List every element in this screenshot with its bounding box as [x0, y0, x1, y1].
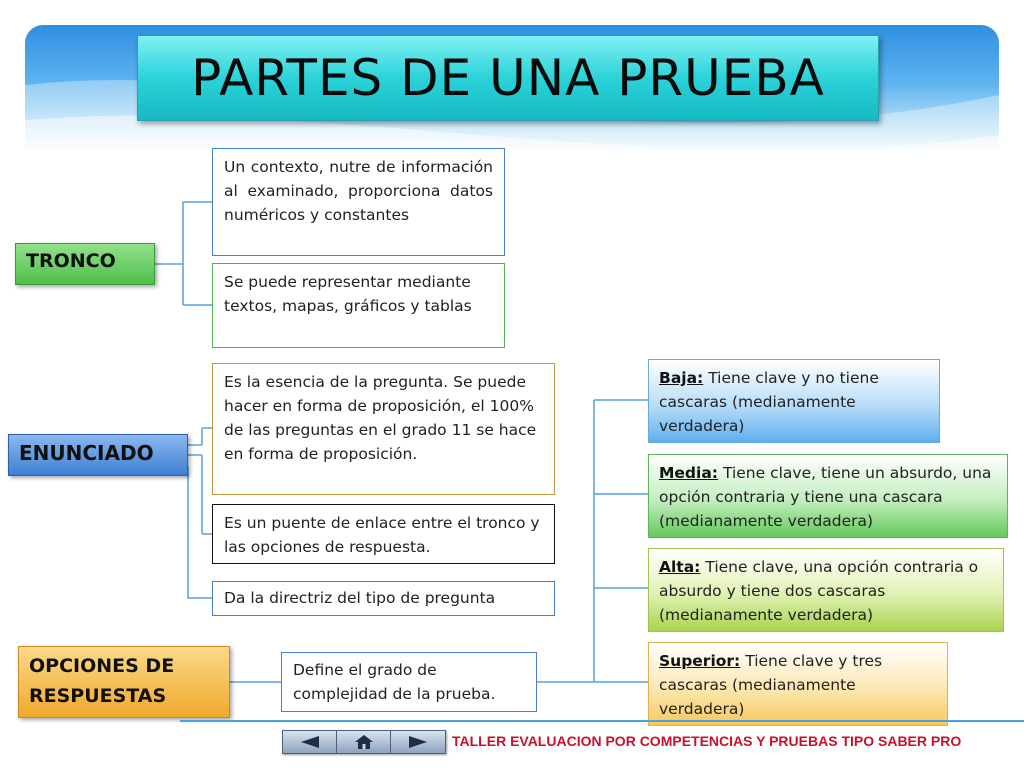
- opciones-label-line1: OPCIONES DE: [29, 655, 175, 677]
- enunciado-label: ENUNCIADO: [8, 434, 188, 476]
- enunciado-connector-1: [188, 428, 212, 445]
- level-media-text: Tiene clave, tiene un absurdo, una opción contraria y tiene una cascara (medianamente verdadera): [659, 464, 992, 530]
- level-alta-text: Tiene clave, una opción contraria o absurdo y tiene dos cascaras (medianamente verdadera): [659, 558, 979, 624]
- level-baja-text: Tiene clave y no tiene cascaras (medianamente verdadera): [659, 369, 879, 435]
- previous-slide-button[interactable]: [283, 731, 337, 753]
- level-alta-name: Alta:: [659, 558, 701, 576]
- enunciado-description-1: Es la esencia de la pregunta. Se puede hacer en forma de proposición, el 100% de las preguntas en el grado 11 se hace en forma de proposición.: [212, 363, 555, 495]
- next-slide-button[interactable]: [391, 731, 445, 753]
- level-baja-name: Baja:: [659, 369, 704, 387]
- opciones-label-line2: RESPUESTAS: [29, 685, 167, 707]
- enunciado-description-2: Es un puente de enlace entre el tronco y las opciones de respuesta.: [212, 504, 555, 564]
- opciones-label: [18, 646, 230, 718]
- level-alta: [648, 548, 1004, 632]
- enunciado-connector-3: [188, 466, 212, 598]
- home-slide-button[interactable]: [337, 731, 391, 753]
- home-icon: [354, 734, 374, 750]
- page-title: PARTES DE UNA PRUEBA: [191, 49, 825, 107]
- enunciado-description-3: Da la directriz del tipo de pregunta: [212, 581, 555, 616]
- level-superior-text: Tiene clave y tres cascaras (medianamente verdadera): [659, 652, 883, 718]
- title-box: [137, 35, 879, 121]
- opciones-description: Define el grado de complejidad de la prueba.: [281, 652, 537, 712]
- footer-divider: [180, 720, 1024, 722]
- enunciado-connector-2: [188, 455, 212, 534]
- level-superior-name: Superior:: [659, 652, 741, 670]
- level-baja: [648, 359, 940, 443]
- level-superior: [648, 642, 948, 726]
- tronco-description-1: Un contexto, nutre de información al examinado, proporciona datos numéricos y constantes: [212, 148, 505, 256]
- next-arrow-icon: [407, 735, 429, 749]
- level-media: [648, 454, 1008, 538]
- level-media-name: Media:: [659, 464, 719, 482]
- slide-navigation: [282, 730, 446, 754]
- previous-arrow-icon: [299, 735, 321, 749]
- tronco-description-2: Se puede representar mediante textos, mapas, gráficos y tablas: [212, 263, 505, 348]
- tronco-connector: [155, 202, 212, 305]
- footer-caption: TALLER EVALUACION POR COMPETENCIAS Y PRUEBAS TIPO SABER PRO: [452, 733, 962, 749]
- tronco-label: TRONCO: [15, 243, 155, 285]
